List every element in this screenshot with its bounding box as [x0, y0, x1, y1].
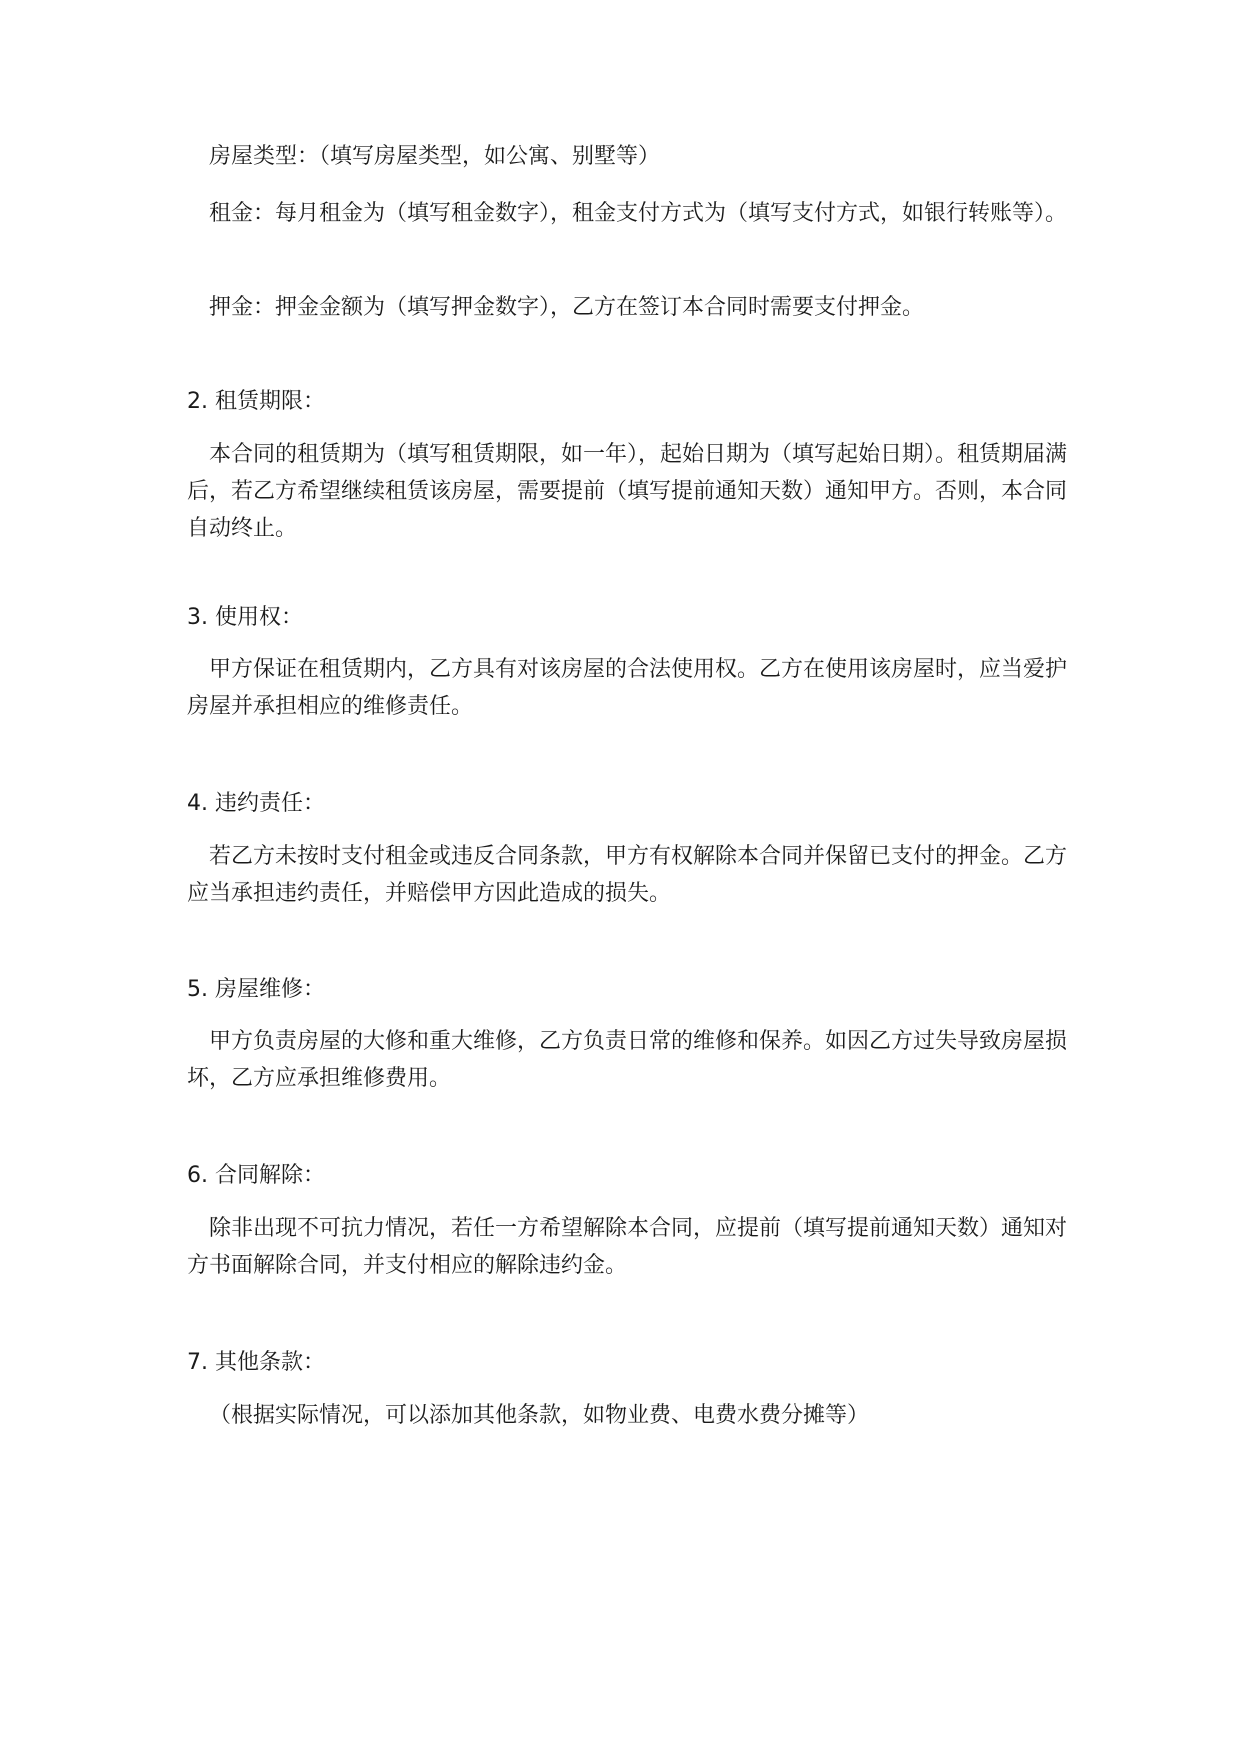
house-type-paragraph: 房屋类型：（填写房屋类型，如公寓、别墅等）: [209, 144, 661, 169]
rent-paragraph: 租金：每月租金为（填写租金数字），租金支付方式为（填写支付方式，如银行转账等）。: [209, 201, 1068, 226]
section-heading-termination: 6. 合同解除：: [187, 1163, 325, 1188]
section-heading-breach-liability: 4. 违约责任：: [187, 791, 325, 816]
section-body-maintenance: 甲方负责房屋的大修和重大维修，乙方负责日常的维修和保养。如因乙方过失导致房屋损坏，乙方应承担维修费用。: [187, 1029, 1068, 1091]
section-body-other-terms: （根据实际情况，可以添加其他条款，如物业费、电费水费分摊等）: [209, 1403, 870, 1428]
deposit-paragraph: 押金：押金金额为（填写押金数字），乙方在签订本合同时需要支付押金。: [209, 295, 925, 320]
section-body-lease-term: 本合同的租赁期为（填写租赁期限，如一年），起始日期为（填写起始日期）。租赁期届满后，若乙方希望继续租赁该房屋，需要提前（填写提前通知天数）通知甲方。否则，本合同自动终止。: [187, 442, 1068, 541]
section-heading-right-of-use: 3. 使用权：: [187, 605, 303, 630]
section-heading-other-terms: 7. 其他条款：: [187, 1350, 325, 1375]
section-heading-lease-term: 2. 租赁期限：: [187, 389, 325, 414]
section-body-breach-liability: 若乙方未按时支付租金或违反合同条款，甲方有权解除本合同并保留已支付的押金。乙方应当承担违约责任，并赔偿甲方因此造成的损失。: [187, 844, 1068, 906]
section-body-right-of-use: 甲方保证在租赁期内，乙方具有对该房屋的合法使用权。乙方在使用该房屋时，应当爱护房屋并承担相应的维修责任。: [187, 657, 1068, 719]
section-body-termination: 除非出现不可抗力情况，若任一方希望解除本合同，应提前（填写提前通知天数）通知对方书面解除合同，并支付相应的解除违约金。: [187, 1216, 1068, 1278]
section-heading-maintenance: 5. 房屋维修：: [187, 977, 325, 1002]
